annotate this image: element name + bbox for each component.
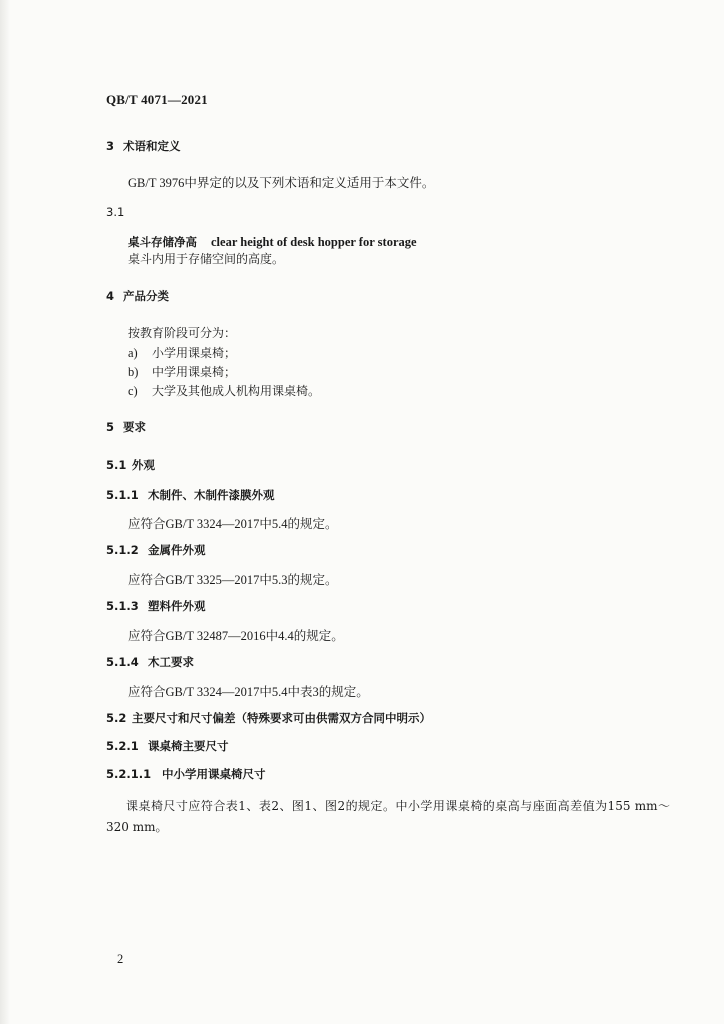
section-3-1-number: 3.1 [106,205,125,219]
section-title: 金属件外观 [148,543,206,557]
section-5-1-3-text: 应符合GB/T 32487—2016中4.4的规定。 [128,629,344,643]
section-number: 5.2.1 [106,739,139,753]
section-number: 5.2.1.1 [106,767,152,781]
section-5-1-3-heading [106,598,206,614]
section-5-1-2-text: 应符合GB/T 3325—2017中5.3的规定。 [128,573,338,587]
section-3-heading [106,138,181,154]
term-chinese: 桌斗存储净高 [128,235,197,249]
section-title: 中小学用课桌椅尺寸 [162,767,266,781]
section-number: 5.1.2 [106,543,139,557]
section-5-1-heading [106,457,155,473]
section-5-1-4-text: 应符合GB/T 3324—2017中5.4中表3的规定。 [128,685,369,699]
list-text: 小学用课桌椅； [152,346,237,360]
list-text: 中学用课桌椅； [152,365,237,379]
section-title: 木工要求 [148,655,194,669]
section-title: 外观 [132,458,155,472]
section-title: 要求 [123,420,146,434]
list-item [128,363,236,380]
document-code: QB/T 4071—2021 [106,92,208,107]
section-3-intro: GB/T 3976中界定的以及下列术语和定义适用于本文件。 [128,176,435,190]
section-number: 5.2 [106,711,127,725]
list-text: 大学及其他成人机构用课桌椅。 [152,384,321,398]
list-label: b) [128,365,139,379]
term-entry [128,231,417,250]
section-title: 课桌椅主要尺寸 [148,739,229,753]
section-number: 4 [106,289,115,303]
section-5-2-1-1-text: 课桌椅尺寸应符合表1、表2、图1、图2的规定。中小学用课桌椅的桌高与座面高差值为155 mm～320 mm。 [106,799,670,834]
term-english: clear height of desk hopper for storage [211,235,417,249]
section-number: 5.1.3 [106,599,139,613]
list-item [128,382,320,399]
section-4-intro: 按教育阶段可分为： [128,326,237,340]
section-5-2-heading [106,710,431,726]
section-title: 主要尺寸和尺寸偏差（特殊要求可由供需双方合同中明示） [132,711,431,725]
section-title: 术语和定义 [123,139,181,153]
list-label: c) [128,384,138,398]
section-number: 5.1 [106,458,127,472]
section-5-2-1-heading [106,738,229,754]
section-title: 产品分类 [123,289,169,303]
section-5-1-2-heading [106,542,206,558]
section-title: 木制件、木制件漆膜外观 [148,488,275,502]
term-definition: 桌斗内用于存储空间的高度。 [128,252,285,266]
section-5-1-1-heading [106,487,275,503]
section-number: 3 [106,139,115,153]
section-5-1-1-text: 应符合GB/T 3324—2017中5.4的规定。 [128,517,338,531]
page-number: 2 [117,952,124,966]
section-number: 5.1.4 [106,655,139,669]
section-5-1-4-heading [106,654,194,670]
list-item [128,344,236,361]
section-number: 5.1.1 [106,488,139,502]
section-5-2-1-1-heading [106,766,266,782]
list-label: a) [128,346,138,360]
section-4-heading [106,288,169,304]
section-5-heading [106,419,146,435]
section-title: 塑料件外观 [148,599,206,613]
section-number: 5 [106,420,115,434]
